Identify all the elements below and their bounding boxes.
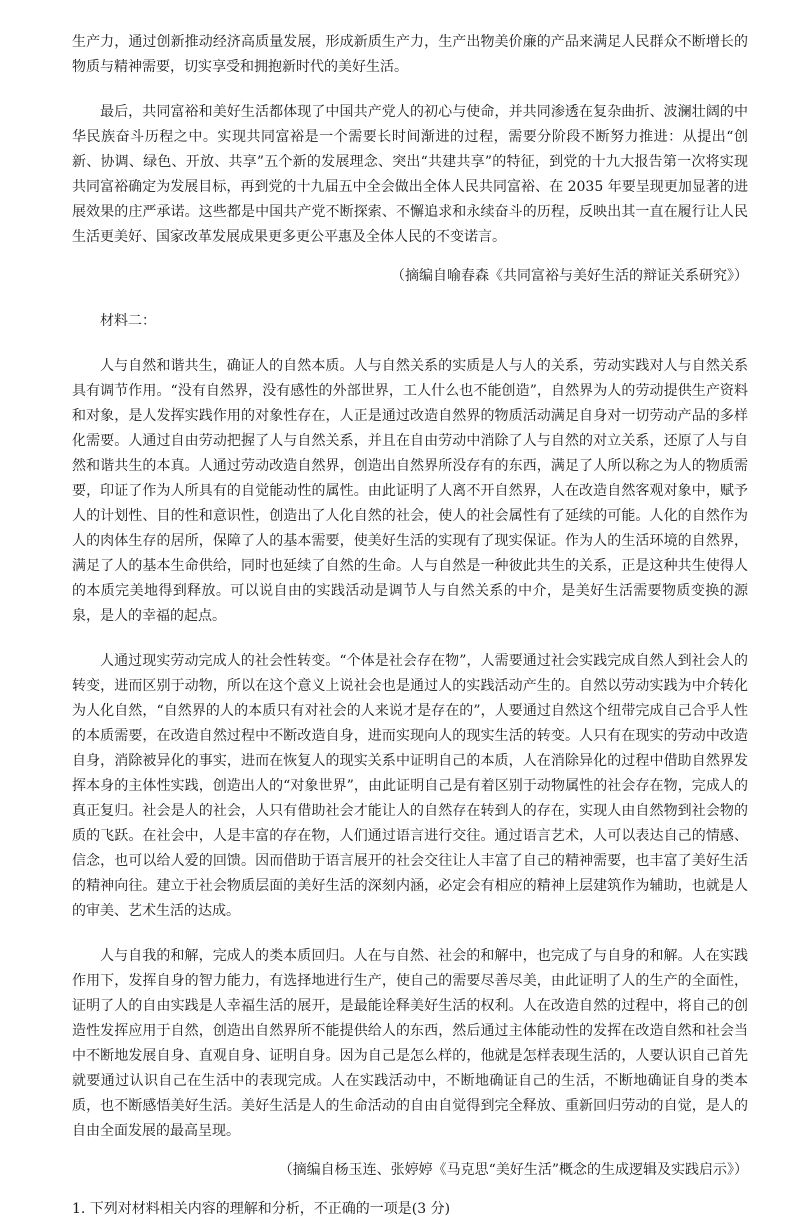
source-citation: （摘编自杨玉连、张婷婷《马克思“美好生活”概念的生成逻辑及实践启示》） (278, 1162, 748, 1178)
paragraph: 生产力，通过创新推动经济高质量发展，形成新质生产力，生产出物美价廉的产品来满足人民群众不断增长的物质与精神需要，切实享受和拥抱新时代的美好生活。 (72, 34, 748, 75)
paragraph: 人与自我的和解，完成人的类本质回归。人在与自然、社会的和解中，也完成了与自身的和解。人在实践作用下，发挥自身的智力能力，有选择地进行生产，使自己的需要尽善尽美，由此证明了人的生产的全面性，证明了人的自由实践是人幸福生活的展开，是最能诠释美好生活的权利。人在改造自然的过程中，将自己的创造性发挥应用于自然，创造出自然界所不能提供给人的东西，然后通过主体能动性的发挥在改造自然和社会当中不断地发展自身、直观自身、证明自身。因为自己是怎么样的，他就是怎样表现生活的，人要认识自己首先就要通过认识自己在生活中的表现完成。人在实践活动中，不断地确证自己的生活，不断地确证自身的类本质，也不断感悟美好生活。美好生活是人的生命活动的自由自觉得到完全释放、重新回归劳动的自觉，是人的自由全面发展的最高呈现。 (72, 948, 748, 1139)
document-page (72, 30, 748, 1222)
paragraph: 最后，共同富裕和美好生活都体现了中国共产党人的初心与使命，并共同渗透在复杂曲折、波澜壮阔的中华民族奋斗历程之中。实现共同富裕是一个需要长时间渐进的过程，需要分阶段不断努力推进：从提出“创新、协调、绿色、开放、共享”五个新的发展理念、突出“共建共享”的特征，到党的十九大报告第一次将实现共同富裕确定为发展目标，再到党的十九届五中全会做出全体人民共同富裕、在 2035 年要呈现更加显著的进展效果的庄严承诺。这些都是中国共产党不断探索、不懈追求和永续奋斗的历程，反映出其一直在履行让人民生活更美好、国家改革发展成果更多更公平惠及全体人民的不变诺言。 (72, 104, 748, 245)
source-citation: （摘编自喻春森《共同富裕与美好生活的辩证关系研究》） (391, 268, 748, 284)
question-item: 1. 下列对材料相关内容的理解和分析，不正确的一项是(3 分) (72, 1201, 451, 1217)
paragraph: 人与自然和谐共生，确证人的自然本质。人与自然关系的实质是人与人的关系，劳动实践对人与自然关系具有调节作用。“没有自然界，没有感性的外部世界，工人什么也不能创造”，自然界为人的劳动提供生产资料和对象，是人发挥实践作用的对象性存在，人正是通过改造自然界的物质活动满足自身对一切劳动产品的多样化需要。人通过自由劳动把握了人与自然关系，并且在自由劳动中消除了人与自然的对立关系，还原了人与自然和谐共生的本真。人通过劳动改造自然界，创造出自然界所没存有的东西，满足了人所以称之为人的物质需要，印证了作为人所具有的自觉能动性的属性。由此证明了人离不开自然界，人在改造自然客观对象中，赋予人的计划性、目的性和意识性，创造出了人化自然的社会，使人的社会属性有了延续的可能。人化的自然作为人的肉体生存的居所，保障了人的基本需要，使美好生活的实现有了现实保证。作为人的生活环境的自然界，满足了人的基本生命供给，同时也延续了自然的生命。人与自然是一种彼此共生的关系，正是这种共生使得人的本质完美地得到释放。可以说自由的实践活动是调节人与自然关系的中介，是美好生活需要物质变换的源泉，是人的幸福的起点。 (72, 358, 748, 624)
material-heading: 材料二： (100, 313, 156, 329)
paragraph: 人通过现实劳动完成人的社会性转变。“个体是社会存在物”，人需要通过社会实践完成自然人到社会人的转变，进而区别于动物，所以在这个意义上说社会也是通过人的实践活动产生的。自然以劳动实践为中介转化为人化自然，“自然界的人的本质只有对社会的人来说才是存在的”，人要通过自然这个纽带完成自己合乎人性的本质需要，在改造自然过程中不断改造自身，进而实现向人的现实生活的转变。人只有在现实的劳动中改造自身，消除被异化的事实，进而在恢复人的现实关系中证明自己的本质，人在消除异化的过程中借助自然界发挥本身的主体性实践，创造出人的“对象世界”，由此证明自己是有着区别于动物属性的社会存在物，完成人的真正复归。社会是人的社会，人只有借助社会才能让人的自然存在转到人的存在，实现人由自然物到社会物的质的飞跃。在社会中，人是丰富的存在物，人们通过语言进行交往。通过语言艺术，人可以表达自己的情感、信念，也可以给人爱的回馈。因而借助于语言展开的社会交往让人丰富了自己的精神需要，也丰富了美好生活的精神向往。建立于社会物质层面的美好生活的深刻内涵，必定会有相应的精神上层建筑作为辅助，也就是人的审美、艺术生活的达成。 (72, 653, 748, 919)
